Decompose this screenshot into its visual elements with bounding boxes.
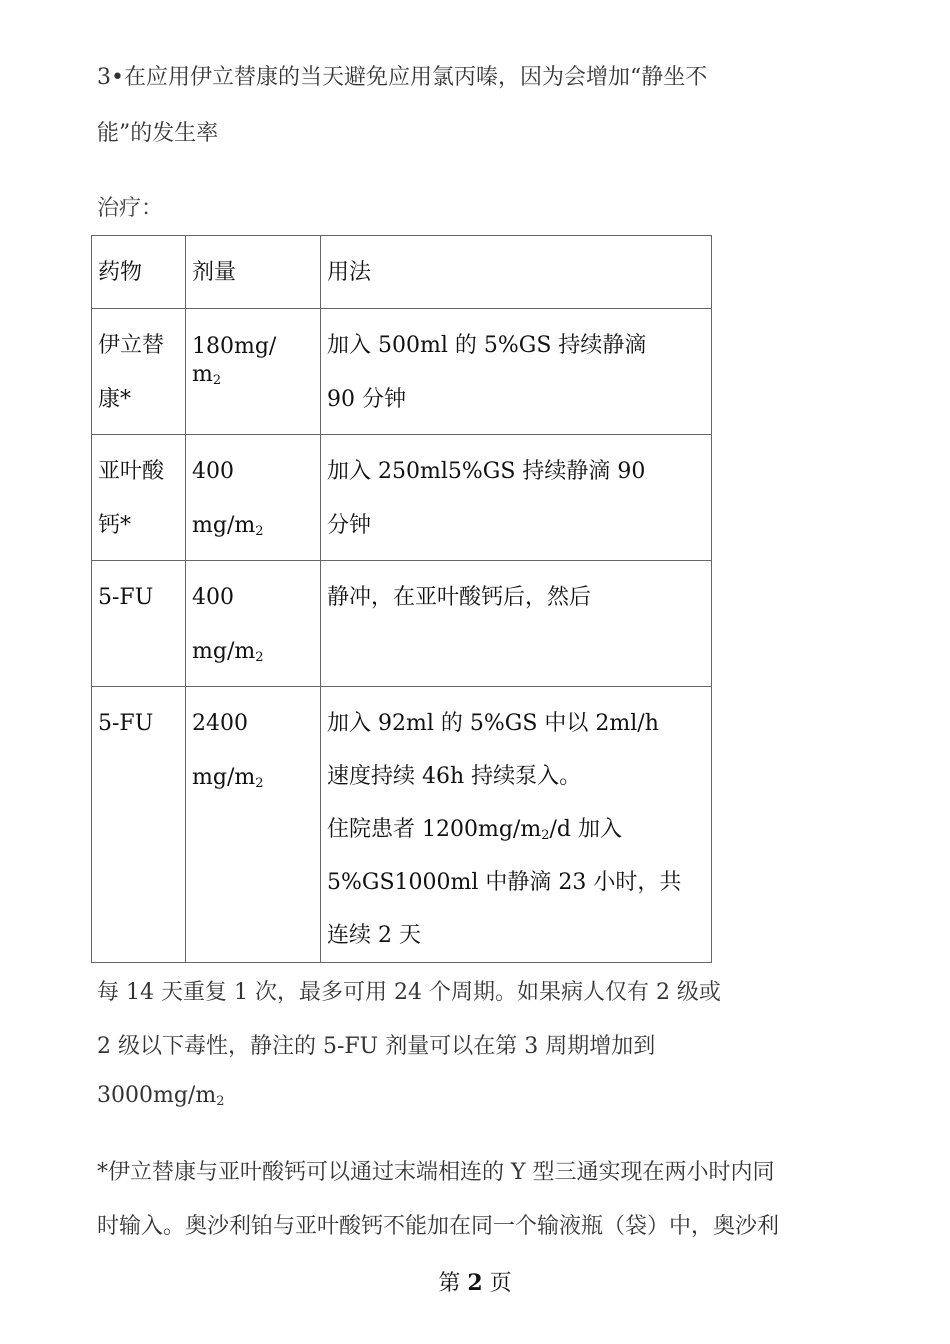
header-usage: 用法 [321,236,712,309]
table-row [92,309,712,435]
drug-line: 伊立替 [98,333,165,358]
usage-line: 加入 250ml5%GS 持续静滴 90 [327,459,646,484]
para2-line-1: *伊立替康与亚叶酸钙可以通过末端相连的 Y 型三通实现在两小时内同 [97,1160,775,1185]
dose-line: $mg/m_2$ [192,765,264,791]
intro-line-2: 能”的发生率 [97,121,219,146]
usage-line: 静冲，在亚叶酸钙后，然后 [327,585,592,610]
usage-line: 5%GS1000ml 中静滴 23 小时，共 [327,870,682,895]
para2-line-2: 时输入。奥沙利铂与亚叶酸钙不能加在同一个输液瓶（袋）中，奥沙利 [97,1214,780,1239]
usage-line: 加入 92ml 的 5%GS 中以 2ml/h [327,711,659,736]
usage-cell [321,687,712,963]
para1-line-2: 2 级以下毒性，静注的 5-FU 剂量可以在第 3 周期增加到 [97,1034,656,1059]
drug-cell [92,435,186,561]
drug-line: 康* [98,387,132,412]
dose-cell [186,309,321,435]
dose-line: 180mg/ [192,334,277,359]
usage-cell [321,309,712,435]
usage-line: 速度持续 46h 持续泵入。 [327,764,582,789]
page-footer [0,1266,950,1297]
footer-suffix: 页 [489,1271,512,1296]
table-row [92,435,712,561]
usage-cell [321,435,712,561]
drug-cell [92,309,186,435]
intro-line-1: 3•在应用伊立替康的当天避免应用氯丙嗪，因为会增加“静坐不 [97,65,708,90]
dose-cell [186,435,321,561]
dose-line: 400 [192,585,234,610]
footer-prefix: 第 [438,1271,461,1296]
usage-cell [321,561,712,687]
dose-line: $m_2$ [192,362,222,388]
header-drug: 药物 [92,236,186,309]
dose-line: $mg/m_2$ [192,513,264,539]
drug-cell [92,561,186,687]
page-number: 2 [467,1270,483,1296]
medication-table [91,235,712,963]
dose-line: 400 [192,459,234,484]
dose-cell [186,561,321,687]
drug-line: 5-FU [98,711,154,736]
drug-line: 钙* [98,513,132,538]
para1-line-3: $3000mg/m_2$ [97,1083,225,1109]
drug-line: 5-FU [98,585,154,610]
dose-cell [186,687,321,963]
usage-line: 分钟 [327,513,372,538]
usage-line: 加入 500ml 的 5%GS 持续静滴 [327,333,647,358]
dose-line: 2400 [192,711,248,736]
usage-line: 住院患者 $1200mg/m_2/d$ 加入 [327,817,622,843]
header-dose: 剂量 [186,236,321,309]
usage-line: 90 分钟 [327,387,406,412]
treatment-label: 治疗： [97,196,164,221]
drug-line: 亚叶酸 [98,459,165,484]
drug-cell [92,687,186,963]
usage-line: 连续 2 天 [327,923,421,948]
para1-line-1: 每 14 天重复 1 次，最多可用 24 个周期。如果病人仅有 2 级或 [97,980,721,1005]
dose-line: $mg/m_2$ [192,639,264,665]
table-row [92,561,712,687]
table-header-row [92,236,712,309]
table-row [92,687,712,963]
